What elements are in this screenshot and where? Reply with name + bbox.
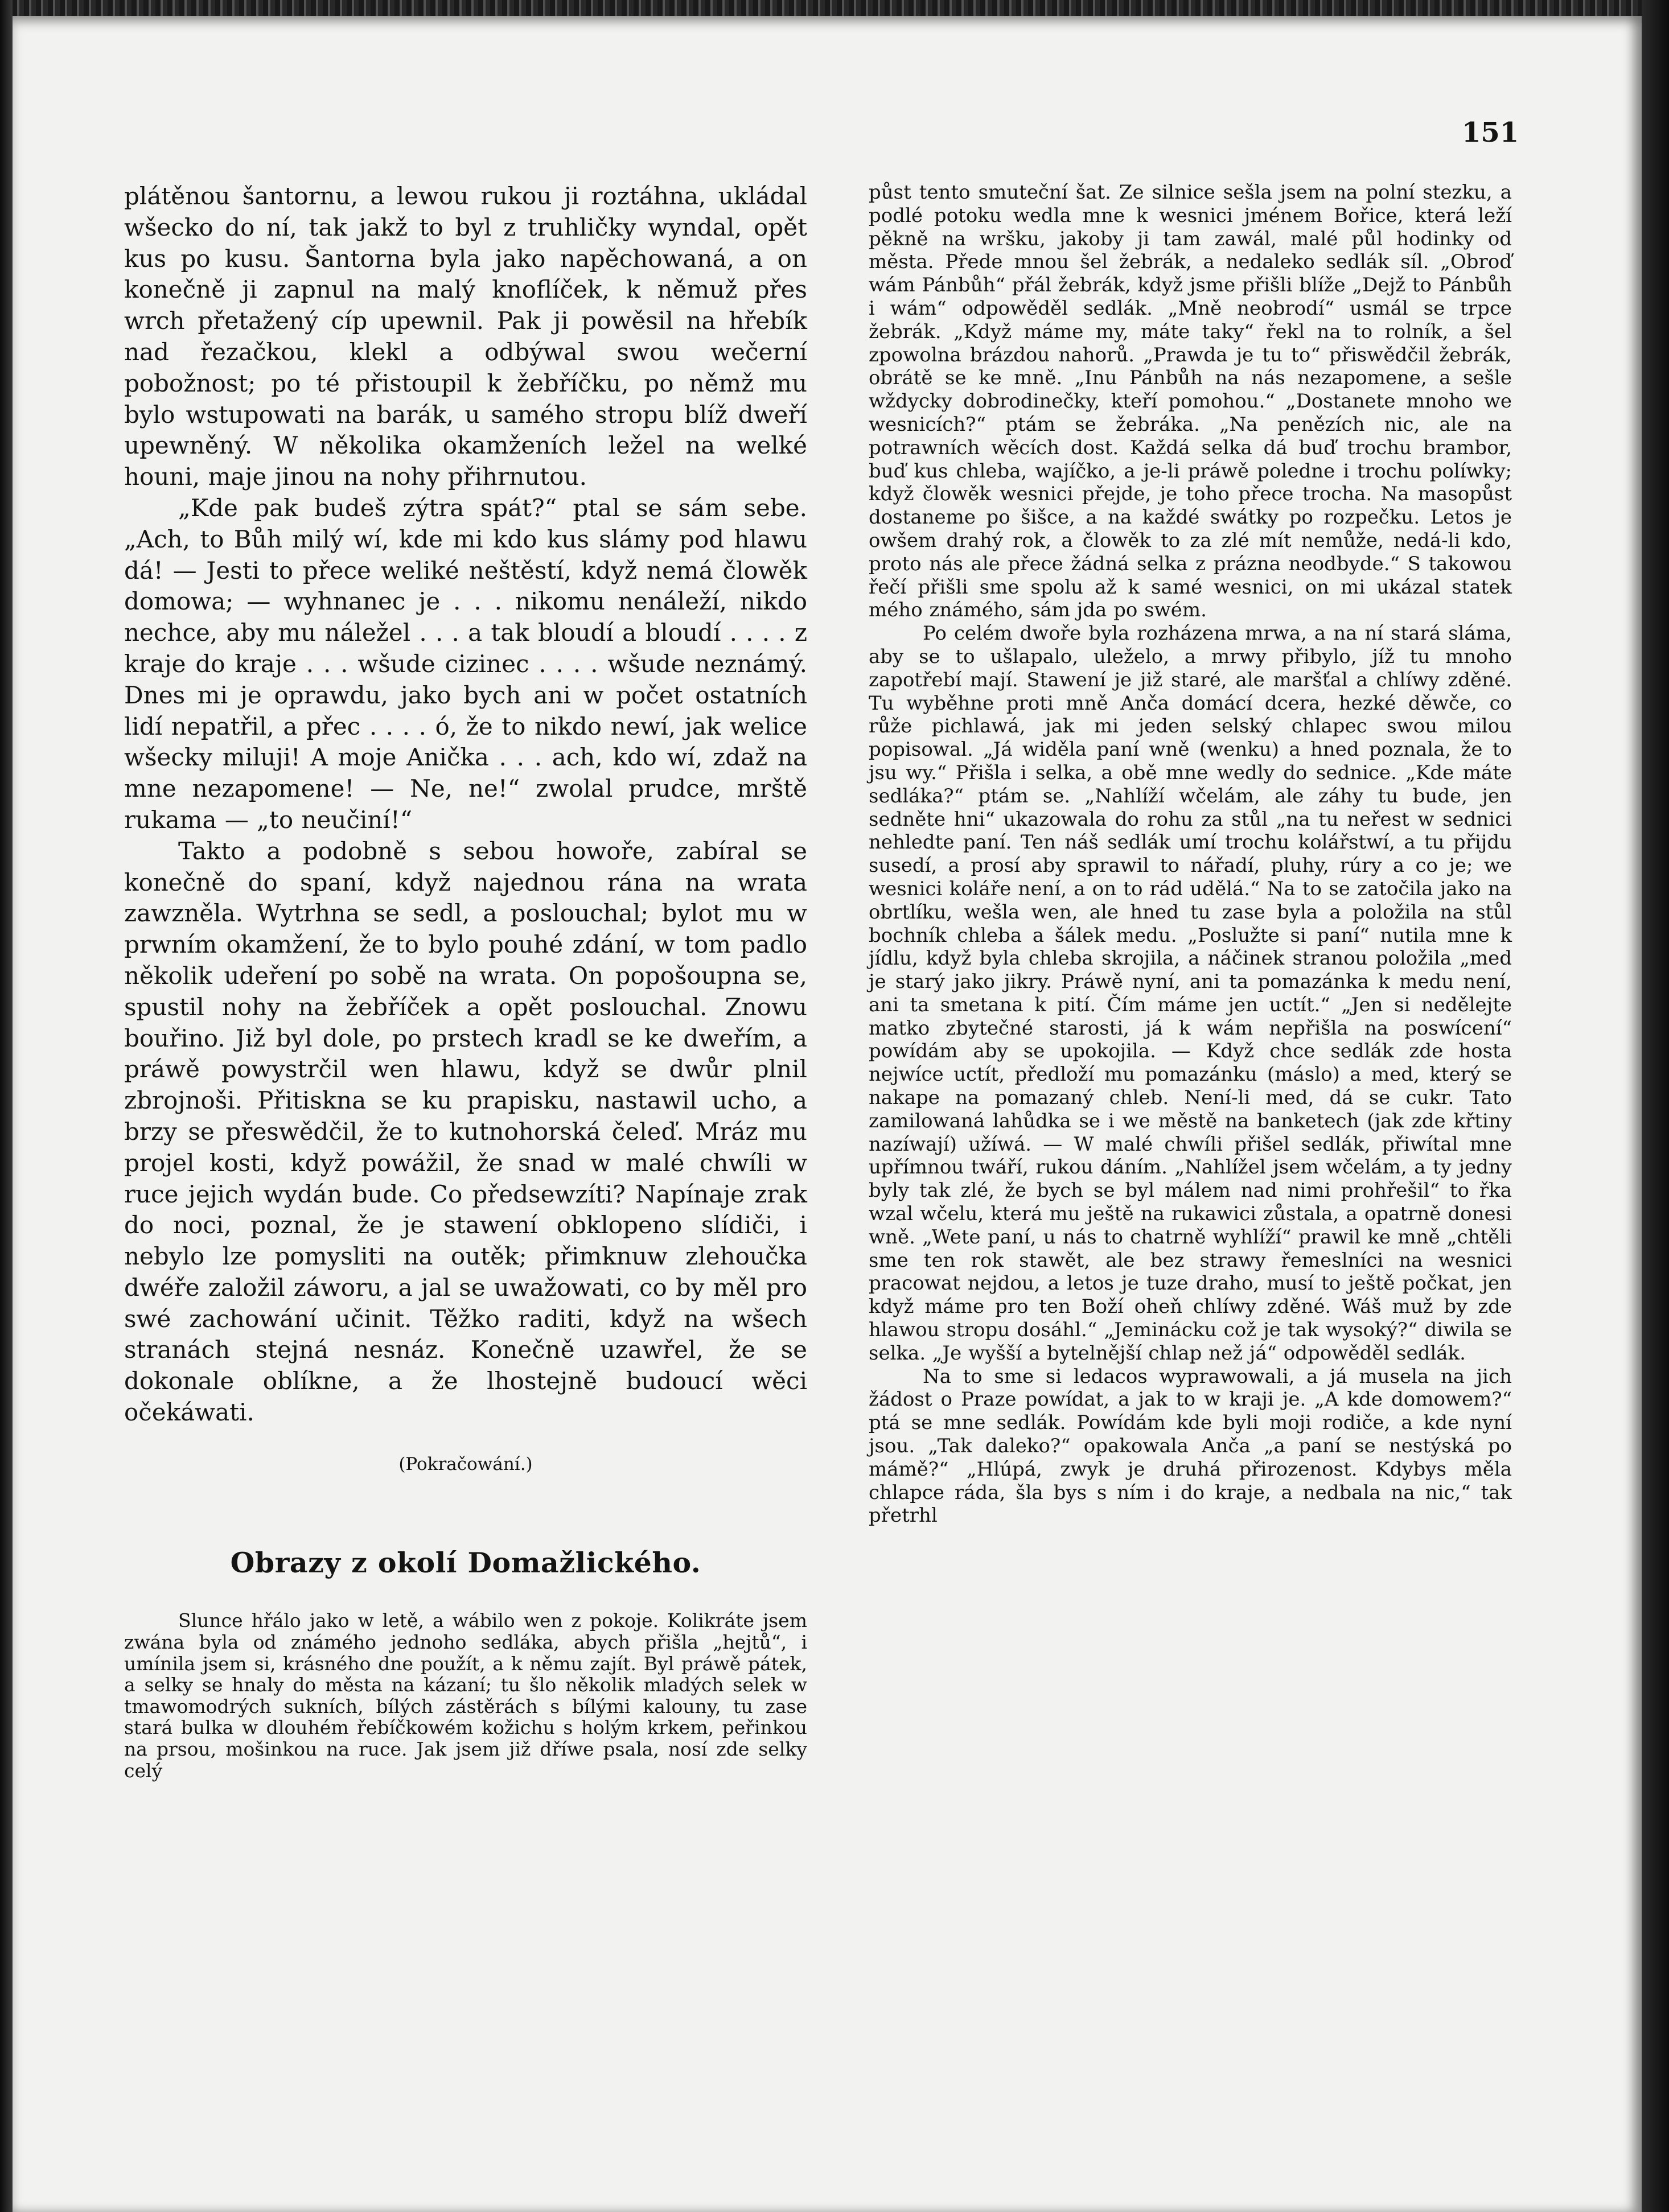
scan-left-edge (0, 0, 13, 2212)
article-first-paragraph: Slunce hřálo jako w letě, a wábilo wen z pokoje. Kolikráte jsem zwána byla od známého jednoho sedláka, abych přišla „hejtů“, i umínila jsem si, krásného dne použít, a k němu zajít. Byl práwě pátek, a selky se hnaly do města na kázaní; tu šlo několik mladých selek w tmawomodrých sukních, bílých zástěrách s bílými kalouny, tu zase stará bulka w dlouhém řebíčkowém kožichu s holým krkem, peřinkou na prsou, mošinkou na ruce. Jak jsem již dříwe psala, nosí zde selky celý (124, 1609, 807, 1782)
paragraph-continued-text: plátěnou šantornu, a lewou rukou ji roztáhna, ukládal wšecko do ní, tak jakž to byl z truhličky wyndal, opět kus po kusu. Šantorna byla jako napěchowaná, a on konečně ji zapnul na malý knoflíček, k němuž přes wrch přetažený cíp upewnil. Pak ji powěsil na hřebík nad řezačkou, klekl a odbýwal swou wečerní pobožnost; po té přistoupil k žebříčku, po němž mu bylo wstupowati na barák, u samého stropu blíž dweří upewněný. W několika okamženích ležel na welké houni, maje jinou na nohy přihrnutou. (124, 182, 807, 491)
right-column (869, 181, 1512, 1527)
continued-note: (Pokračowání.) (398, 1453, 533, 1474)
left-column (124, 181, 807, 1781)
paragraph-farmyard: Po celém dwoře byla rozházena mrwa, a na ní stará sláma, aby se to ušlapalo, uleželo, a mrwy přibylo, jíž tu mnoho zapotřebí mají. Stawení je již staré, ale maršťal a chlíwy zděné. Tu wyběhne proti mně Anča domácí dcera, hezké děwče, co růže pichlawá, jak mi jeden selský chlapec swou milou popisowal. „Já widěla paní wně (wenku) a hned poznala, že to jsu wy.“ Přišla i selka, a obě mne wedly do sednice. „Kde máte sedláka?“ ptám se. „Nahlíží wčelám, ale záhy tu bude, jen sedněte hni“ ukazowala do rohu za stůl „na tu neřest w sednici nehledte paní. Ten náš sedlák umí trochu kolářstwí, a tu přijdu susedí, a prosí aby sprawil to nářadí, pluhy, rúry a co je; we wesnici koláře není, a on to rád udělá.“ Na to se zatočila jako na obrtlíku, wešla wen, ale hned tu zase byla a položila na stůl bochník chleba a šálek medu. „Poslužte si paní“ nutila mne k jídlu, když byla chleba skrojila, a náčinek stranou položila „med je starý jako jikry. Práwě nyní, ani ta pomazánka k medu není, ani ta smetana k pití. Čím máme jen uctít.“ „Jen si nedělejte matko zbytečné starosti, já k wám nepřišla na poswícení“ powídám aby se upokojila. — Když chce sedlák zde hosta nejwíce uctít, předloží mu pomazánku (máslo) a med, který se nakape na pomazaný chleb. Není-li med, dá se cukr. Tato zamilowaná lahůdka se i we městě na banketech (jak zde křtiny nazíwají) užíwá. — W malé chwíli přišel sedlák, přiwítal mne upřímnou twáří, rukou dáním. „Nahlížel jsem wčelám, a ty jedny byly tak zlé, že bych se byl málem nad nimi prohřešil“ to řka wzal wčelu, která mu ještě na rukawici zůstala, a opatrně donesi wně. „Wete paní, u nás to chatrně wyhlíží“ prawil ke mně „chtěli sme ten rok stawět, ale bez strawy řemeslníci na wesnici pracowat nejdou, a letos je tuze draho, musí to ještě počkat, jen když máme pro ten Boží oheň chlíwy zděné. Wáš muž by zde hlawou stropu dosáhl.“ „Jeminácku což je tak wysoký?“ diwila se selka. „Je wyšší a bytelnější chlap než já“ odpowěděl sedlák. (869, 622, 1512, 1365)
scan-right-edge (1642, 0, 1669, 2212)
paragraph-conversation: Na to sme si ledacos wyprawowali, a já musela na jich žádost o Praze powídat, a jak to w kraji je. „A kde domowem?“ ptá se mne sedlák. Powídám kde byli moji rodiče, a kde nyní jsou. „Tak daleko?“ opakowala Anča „a paní se nestýská po mámě?“ „Hlúpá, zwyk je druhá přirozenost. Kdybys měla chlapce ráda, šla bys s ním i do kraje, a nedbala na nic,“ tak přetrhl (869, 1365, 1512, 1527)
paragraph-beggar-dialogue: půst tento smuteční šat. Ze silnice sešla jsem na polní stezku, a podlé potoku wedla mne k wesnici jménem Bořice, která leží pěkně na wršku, jakoby ji tam zawál, malé půl hodinky od města. Přede mnou šel žebrák, a nedaleko sedlák síl. „Obroď wám Pánbůh“ přál žebrák, když jsme přišli blíže „Dejž to Pánbůh i wám“ odpowěděl sedlák. „Mně neobrodí“ usmál se trpce žebrák. „Když máme my, máte taky“ řekl na to rolník, a šel zpowolna brázdou nahorů. „Prawda je tu to“ přiswědčil žebrák, obrátě se ke mně. „Inu Pánbůh na nás nezapomene, a sešle wždycky dobrodinečky, kteří pomohou.“ „Dostanete mnoho we wesnicích?“ ptám se žebráka. „Na penězích nic, ale na potrawních wěcích dost. Každá selka dá buď trochu brambor, buď kus chleba, wajíčko, a je-li práwě poledne i trochu políwky; když člowěk wesnici přejde, je toho přece trocha. Na masopůst dostaneme po šišce, a na každé swátky po rozpečku. Letos je owšem drahý rok, a člowěk to za zlé mít nemůže, nedá-li kdo, proto nás ale přece žádná selka z prázna neodbyde.“ S takowou řečí přišli sme spolu až k samé wesnici, on mi ukázal statek mého známého, sám jda po swém. (869, 181, 1512, 622)
paragraph-night-raid: Takto a podobně s sebou howoře, zabíral se konečně do spaní, když najednou rána na wrata zawzněla. Wytrhna se sedl, a poslouchal; bylot mu w prwním okamžení, že to bylo pouhé zdání, w tom padlo několik udeření po sobě na wrata. On popošoupna se, spustil nohy na žebříček a opět poslouchal. Znowu bouřino. Již byl dole, po prstech kradl se ke dweřím, a práwě powystrčil wen hlawu, když se dwůr plnil zbrojnoši. Přitiskna se ku prapisku, nastawil ucho, a brzy se přeswědčil, že to kutnohorská čeleď. Mráz mu projel kosti, když powážil, že snad w malé chwíli w ruce jejich wydán bude. Co předsewzíti? Napínaje zrak do noci, poznal, že je stawení obklopeno slídiči, i nebylo lze pomysliti na outěk; přimknuw zlehoučka dwéře založil záworu, a jal se uwažowati, co by měl pro swé zachowání učinit. Těžko raditi, když na wšech stranách stejná nesnáz. Konečně uzawřel, že se dokonale oblíkne, a že lhostejně budoucí wěci očekáwati. (124, 837, 807, 1427)
paragraph-monologue: „Kde pak budeš zýtra spát?“ ptal se sám sebe. „Ach, to Bůh milý wí, kde mi kdo kus slámy pod hlawu dá! — Jesti to přece weliké neštěstí, když nemá člowěk domowa; — wyhnanec je . . . nikomu nenáleží, nikdo nechce, aby mu náležel . . . a tak bloudí a bloudí . . . . z kraje do kraje . . . wšude cizinec . . . . wšude neznámý. Dnes mi je oprawdu, jako bych ani w počet ostatních lidí nepatřil, a přec . . . . ó, že to nikdo newí, jak welice wšecky miluji! A moje Anička . . . ach, kdo wí, zdaž na mne nezapomene! — Ne, ne!“ zwolal prudce, mrště rukama — „to neučiní!“ (124, 493, 807, 834)
page-number: 151 (1462, 117, 1519, 149)
article-title: Obrazy z okolí Domažlického. (230, 1546, 701, 1579)
